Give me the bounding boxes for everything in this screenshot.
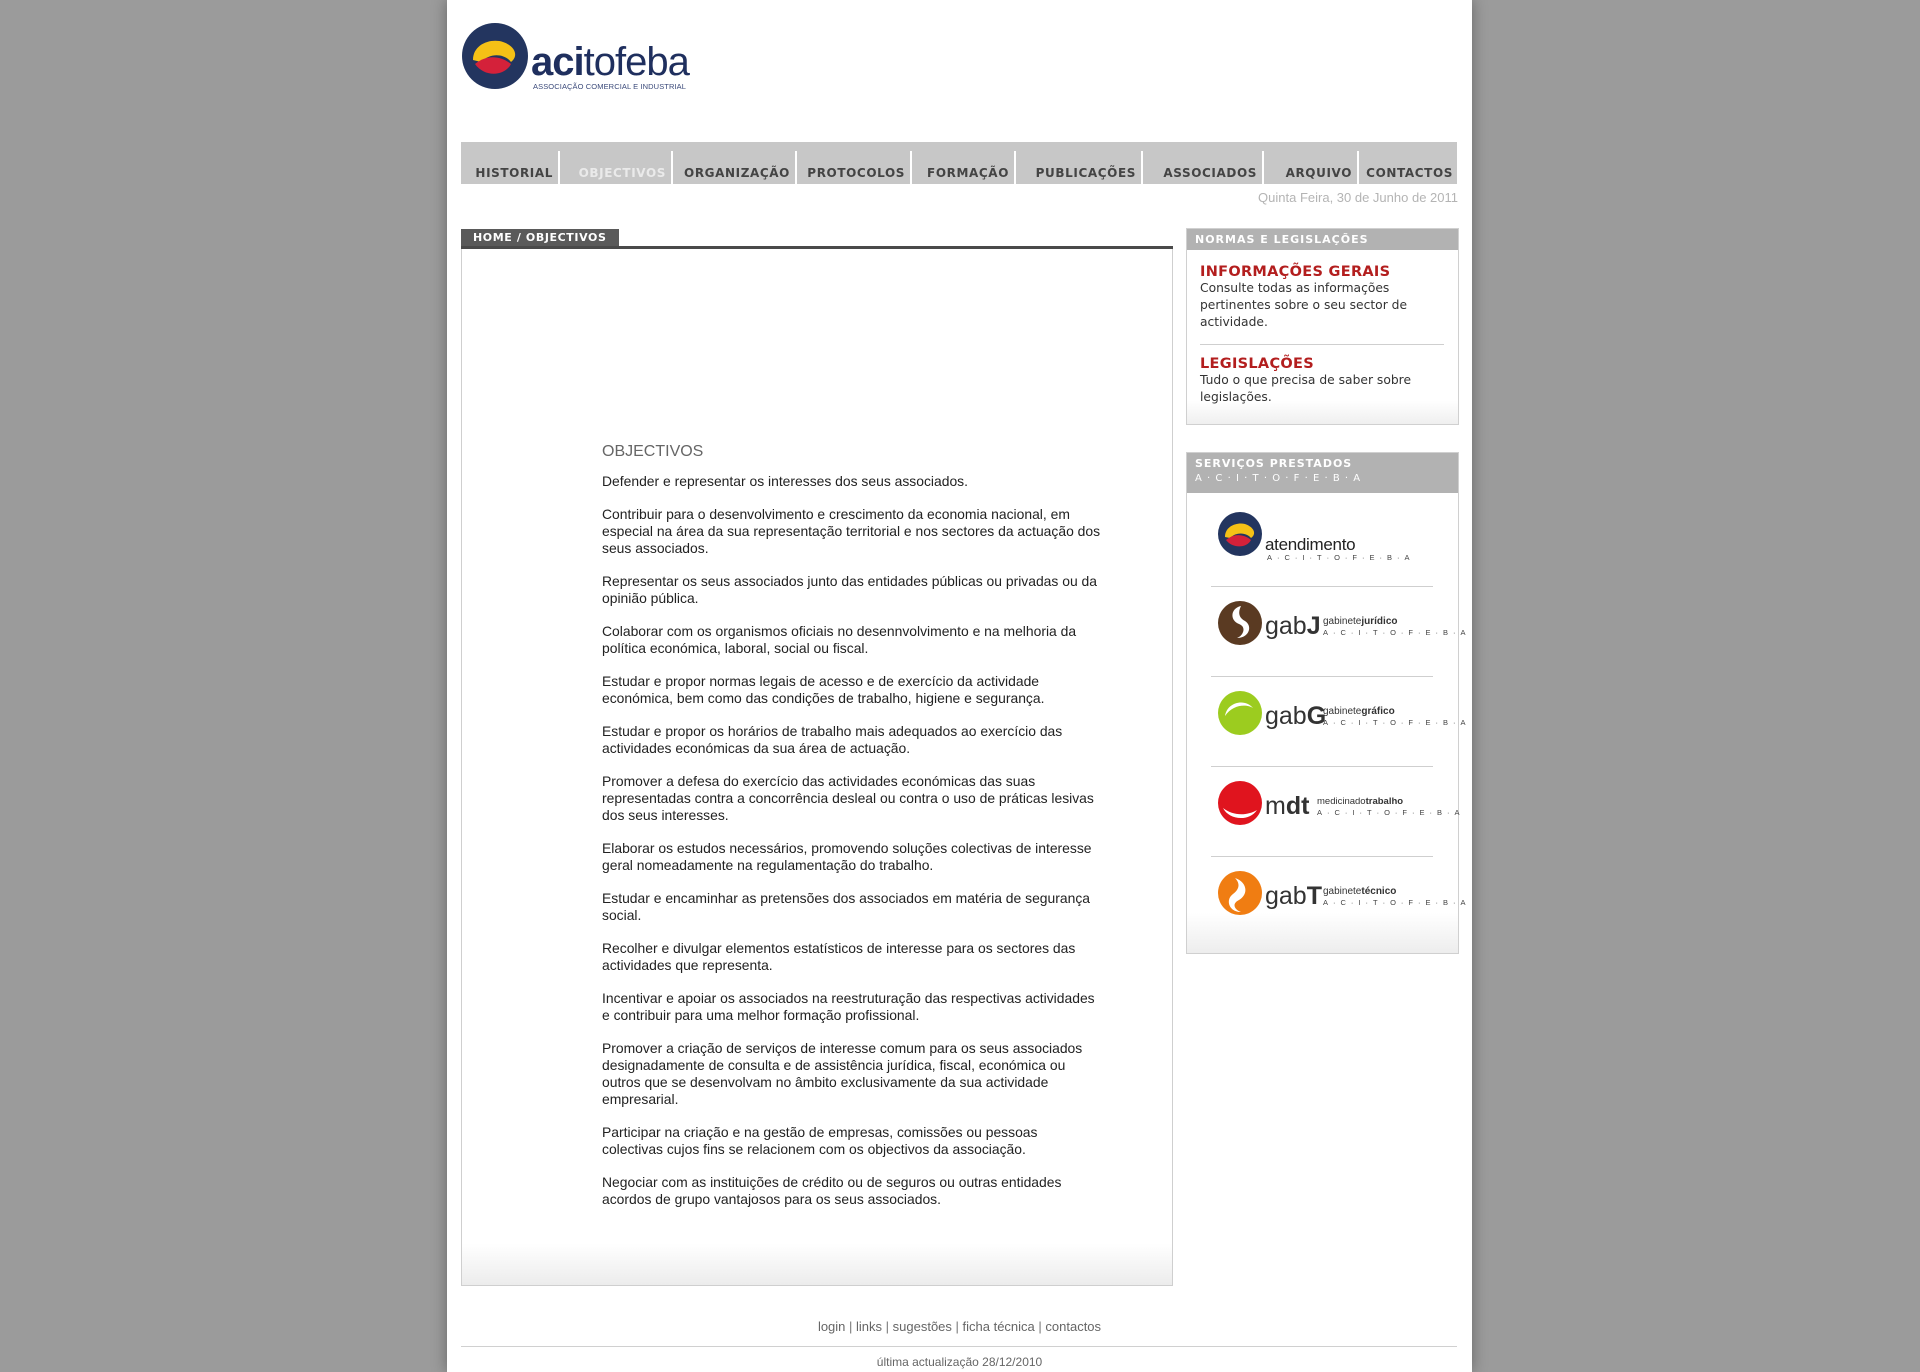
objective-paragraph: Negociar com as instituições de crédito ou de seguros ou outras entidades acordos de grupo vantajosos para os seus associados. — [602, 1174, 1062, 1207]
nav-formacao[interactable]: FORMAÇÃO — [927, 166, 1009, 180]
service-name: atendimento — [1265, 535, 1356, 554]
objective-paragraph: Recolher e divulgar elementos estatísticos de interesse para os sectores das actividades que representa. — [602, 940, 1076, 973]
objective-paragraph: Estudar e propor normas legais de acesso e de exercício da actividade económica, bem como das condições de trabalho, higiene e segurança. — [602, 673, 1045, 706]
gabt-logo-icon — [1217, 870, 1263, 916]
logo-mark-icon — [461, 22, 529, 90]
nav-organizacao[interactable]: ORGANIZAÇÃO — [684, 166, 790, 180]
nav-arquivo[interactable]: ARQUIVO — [1285, 166, 1352, 180]
legislacoes-item[interactable] — [1200, 356, 1444, 406]
nav-associados[interactable]: ASSOCIADOS — [1163, 166, 1257, 180]
service-caption: gabinetejurídico — [1323, 616, 1398, 627]
service-name: gabT — [1265, 882, 1322, 910]
service-gabt[interactable] — [1211, 856, 1471, 944]
page-title: OBJECTIVOS — [602, 443, 704, 460]
gabj-logo-icon — [1217, 600, 1263, 646]
info-gerais-title[interactable]: INFORMAÇÕES GERAIS — [1200, 264, 1391, 280]
footer-link-contactos[interactable]: contactos — [1045, 1319, 1102, 1334]
legislacoes-text: Tudo o que precisa de saber sobre legislações. — [1200, 373, 1412, 404]
service-caption: medicinadotrabalho — [1317, 796, 1404, 807]
info-gerais-text: Consulte todas as informações pertinentes sobre o seu sector de actividade. — [1200, 281, 1408, 329]
service-caption: gabinetetécnico — [1323, 886, 1397, 897]
service-tag: A·C·I·T·O·F·E·B·A — [1323, 898, 1471, 907]
objective-paragraph: Representar os seus associados junto das entidades públicas ou privadas ou da opinião pública. — [602, 573, 1097, 606]
objective-paragraph: Promover a criação de serviços de interesse comum para os seus associados designadamente de consulta e de assistência jurídica, fiscal, económica ou outros que se desenvolvam no âmbito exclusivamente da sua actividade empresarial. — [602, 1040, 1083, 1107]
service-tag: A·C·I·T·O·F·E·B·A — [1323, 628, 1471, 637]
site-logo[interactable] — [461, 20, 701, 95]
nav-objectivos[interactable]: OBJECTIVOS — [578, 166, 666, 180]
service-tag: A·C·I·T·O·F·E·B·A — [1323, 718, 1471, 727]
service-name: gabG — [1265, 702, 1327, 730]
service-name: gabJ — [1265, 612, 1321, 640]
servicos-box-header — [1187, 453, 1458, 493]
nav-protocolos[interactable]: PROTOCOLOS — [807, 166, 905, 180]
nav-publicacoes[interactable]: PUBLICAÇÕES — [1035, 166, 1136, 180]
objective-paragraph: Estudar e encaminhar as pretensões dos associados em matéria de segurança social. — [602, 890, 1090, 923]
footer-link-sugestoes[interactable]: sugestões — [892, 1319, 952, 1334]
current-date: Quinta Feira, 30 de Junho de 2011 — [1258, 190, 1458, 205]
service-gabg[interactable] — [1211, 676, 1471, 764]
service-caption: gabinetegráfico — [1323, 706, 1395, 717]
service-tag: A·C·I·T·O·F·E·B·A — [1317, 808, 1465, 817]
footer-links: login | links | sugestões | ficha técnica | contactos — [817, 1319, 1102, 1334]
objective-paragraph: Elaborar os estudos necessários, promovendo soluções colectivas de interesse geral nomeadamente na regulamentação do trabalho. — [602, 840, 1092, 873]
normas-box — [1186, 228, 1459, 425]
logo-subtitle: ASSOCIAÇÃO COMERCIAL E INDUSTRIAL — [533, 82, 687, 91]
main-nav — [461, 142, 1457, 184]
objective-paragraph: Participar na criação e na gestão de empresas, comissões ou pessoas colectivas cujos fins se relacionem com os objectivos da associação. — [602, 1124, 1038, 1157]
objective-paragraph: Contribuir para o desenvolvimento e crescimento da economia nacional, em especial na área da sua representação territorial e nos sectores da actuação dos seus associados. — [602, 506, 1101, 556]
service-name: mdt — [1265, 792, 1310, 820]
objective-paragraph: Promover a defesa do exercício das actividades económicas das suas representadas contra a concorrência desleal ou contra o uso de práticas lesivas dos seus interesses. — [602, 773, 1094, 823]
divider — [1200, 344, 1444, 345]
gabg-logo-icon — [1217, 690, 1263, 736]
footer-link-login[interactable]: login — [817, 1319, 846, 1334]
nav-contactos[interactable]: CONTACTOS — [1366, 166, 1453, 180]
legislacoes-title[interactable]: LEGISLAÇÕES — [1200, 356, 1314, 372]
page-container — [447, 0, 1472, 1372]
objective-paragraph: Incentivar e apoiar os associados na reestruturação das respectivas actividades e contribuir para uma melhor formação profissional. — [602, 990, 1095, 1023]
servicos-box-subtitle: A·C·I·T·O·F·E·B·A — [1195, 473, 1366, 484]
footer-link-ficha-tecnica[interactable]: ficha técnica — [962, 1319, 1035, 1334]
content-panel — [461, 249, 1173, 1286]
footer-divider — [461, 1346, 1457, 1347]
service-atendimento[interactable] — [1211, 495, 1433, 583]
service-gabj[interactable] — [1211, 586, 1471, 674]
objective-paragraph: Defender e representar os interesses dos seus associados. — [602, 473, 968, 489]
article — [602, 443, 1102, 1224]
objective-paragraph: Colaborar com os organismos oficiais no desennvolvimento e na melhoria da política económica, laboral, social ou fiscal. — [602, 623, 1077, 656]
mdt-logo-icon — [1217, 780, 1263, 826]
breadcrumb[interactable]: HOME / OBJECTIVOS — [461, 229, 619, 246]
service-mdt[interactable] — [1211, 766, 1465, 854]
servicos-box — [1186, 452, 1471, 954]
nav-historial[interactable]: HISTORIAL — [475, 166, 553, 180]
objective-paragraph: Estudar e propor os horários de trabalho mais adequados ao exercício das actividades económicas da sua área de actuação. — [602, 723, 1063, 756]
servicos-box-title: SERVIÇOS PRESTADOS — [1195, 457, 1353, 470]
atendimento-logo-icon — [1217, 511, 1263, 557]
normas-box-header: NORMAS E LEGISLAÇÕES — [1187, 229, 1458, 250]
info-gerais-item[interactable] — [1200, 264, 1444, 331]
service-tag: A·C·I·T·O·F·E·B·A — [1267, 553, 1415, 562]
logo-name: acitofeba — [531, 40, 689, 84]
footer-link-links[interactable]: links — [856, 1319, 883, 1334]
last-update: última actualização 28/12/2010 — [876, 1355, 1043, 1369]
